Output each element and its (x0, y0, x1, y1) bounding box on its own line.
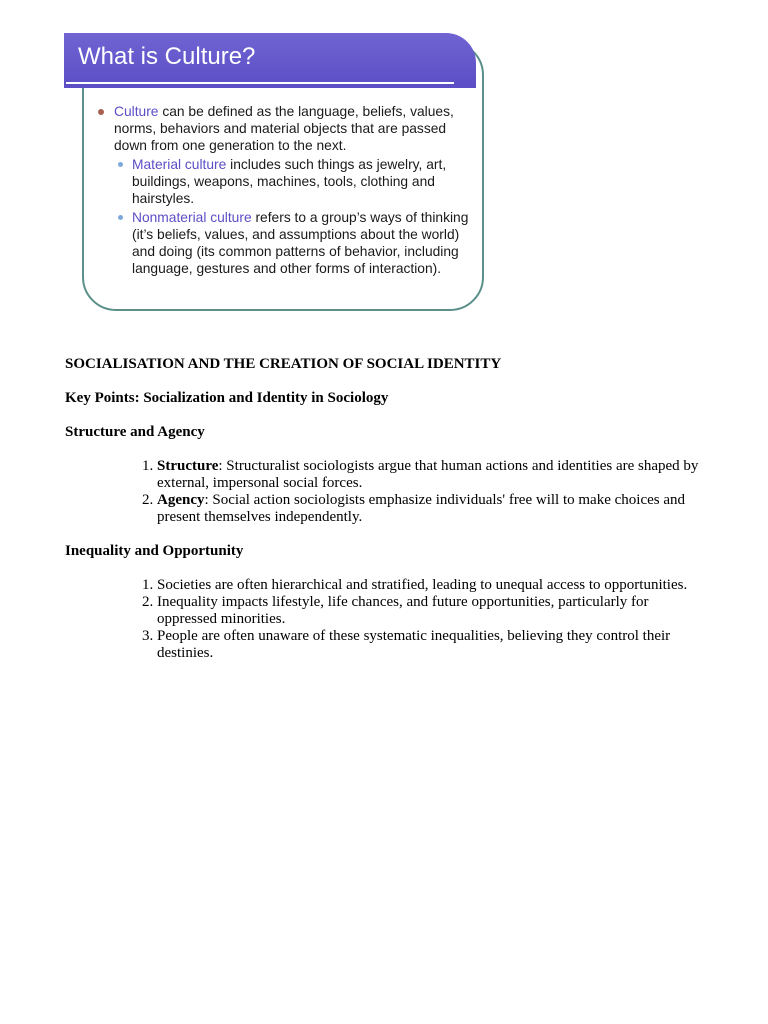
list-item (157, 577, 705, 594)
section-title: Structure and Agency (65, 424, 205, 440)
sub-bullet-dot-icon (118, 162, 123, 167)
bullet-dot-icon (98, 109, 104, 115)
slide-sub-bullet (98, 209, 478, 277)
list-item (157, 628, 705, 662)
document-body (65, 356, 705, 679)
slide-body (98, 103, 478, 277)
culture-slide-image (64, 33, 486, 313)
numbered-list (65, 458, 705, 526)
slide-term: Culture (114, 104, 159, 119)
list-item (157, 458, 705, 492)
list-item-text: Inequality impacts lifestyle, life chances, and future opportunities, particularly for oppressed minorities. (157, 594, 649, 627)
list-item-text: People are often unaware of these systematic inequalities, believing they control their destinies. (157, 628, 671, 661)
document-heading: SOCIALISATION AND THE CREATION OF SOCIAL IDENTITY (65, 356, 502, 372)
list-item-lead: Agency (157, 492, 205, 508)
list-item-text: : Structuralist sociologists argue that human actions and identities are shaped by external, impersonal social forces. (157, 458, 699, 491)
list-item (157, 492, 705, 526)
slide-sub-bullet-text: refers to a group’s ways of thinking (it’s beliefs, values, and assumptions about the world) and doing (its common patterns of behavior, including language, gestures and other forms of interaction). (132, 210, 469, 276)
list-item-text: : Social action sociologists emphasize individuals' free will to make choices and present themselves independently. (157, 492, 685, 525)
section-title: Inequality and Opportunity (65, 543, 244, 559)
slide-sub-bullet-text: includes such things as jewelry, art, buildings, weapons, machines, tools, clothing and hairstyles. (132, 157, 447, 206)
slide-term: Nonmaterial culture (132, 210, 252, 225)
list-item (157, 594, 705, 628)
slide-bullet-text: can be defined as the language, beliefs, values, norms, behaviors and material objects that are passed down from one generation to the next. (114, 104, 454, 153)
list-item-lead: Structure (157, 458, 219, 474)
slide-term: Material culture (132, 157, 227, 172)
numbered-list (65, 577, 705, 662)
slide-sub-bullet (98, 156, 478, 207)
list-item-text: Societies are often hierarchical and stratified, leading to unequal access to opportunities. (157, 577, 688, 593)
document-subheading: Key Points: Socialization and Identity in Sociology (65, 390, 389, 406)
slide-title: What is Culture? (78, 43, 256, 70)
sub-bullet-dot-icon (118, 215, 123, 220)
slide-bullet (98, 103, 478, 154)
slide-title-rule (66, 82, 454, 84)
